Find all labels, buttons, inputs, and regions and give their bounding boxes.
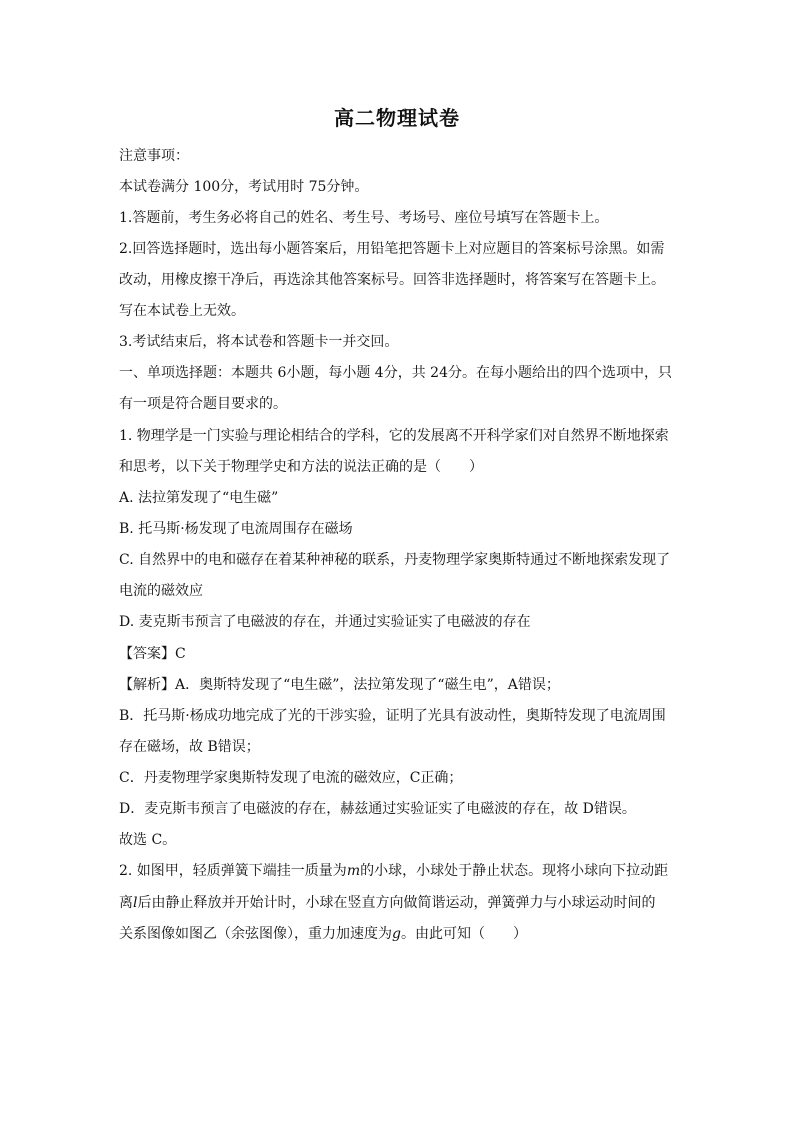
question-1-answer: 【答案】C bbox=[119, 646, 186, 662]
question-1-conclusion: 故选 C。 bbox=[119, 832, 177, 848]
question-2-text: 后由静止释放并开始计时，小球在竖直方向做简谐运动，弹簧弹力与小球运动时间的 bbox=[137, 895, 656, 911]
question-1-analysis-line-3: 存在磁场，故 B错误； bbox=[119, 739, 260, 755]
notice-item-1: 1.答题前，考生务必将自己的姓名、考生号、考场号、座位号填写在答题卡上。 bbox=[119, 210, 609, 226]
question-2-stem-line-1 bbox=[119, 861, 679, 881]
question-2-text: 2. 如图甲，轻质弹簧下端挂一质量为 bbox=[119, 863, 347, 879]
question-1-analysis-line-4: C．丹麦物理学家奥斯特发现了电流的磁效应，C正确； bbox=[119, 770, 463, 786]
notice-item-3: 3.考试结束后，将本试卷和答题卡一并交回。 bbox=[119, 334, 399, 350]
question-1-option-a: A. 法拉第发现了“电生磁” bbox=[119, 490, 279, 506]
question-1-option-b: B. 托马斯·杨发现了电流周围存在磁场 bbox=[119, 521, 353, 537]
question-1-option-c-line-2: 电流的磁效应 bbox=[119, 583, 203, 599]
section-1-header-line-2: 有一项是符合题目要求的。 bbox=[119, 396, 287, 412]
question-1-stem-line-1: 1. 物理学是一门实验与理论相结合的学科，它的发展离不开科学家们对自然界不断地探索 bbox=[119, 428, 669, 444]
notice-item-2-line-1: 2.回答选择题时，选出每小题答案后，用铅笔把答题卡上对应题目的答案标号涂黑。如需 bbox=[119, 241, 665, 257]
question-1-analysis-line-5: D．麦克斯韦预言了电磁波的存在，赫兹通过实验证实了电磁波的存在，故 D错误。 bbox=[119, 801, 636, 817]
exam-title: 高二物理试卷 bbox=[334, 106, 460, 130]
question-1-option-d: D. 麦克斯韦预言了电磁波的存在，并通过实验证实了电磁波的存在 bbox=[119, 614, 531, 630]
question-2-text: 关系图像如图乙（余弦图像），重力加速度为 bbox=[119, 926, 392, 942]
question-1-stem-line-2: 和思考，以下关于物理学史和方法的说法正确的是（ ） bbox=[119, 459, 483, 475]
question-2-text: 。由此可知（ ） bbox=[400, 926, 527, 942]
distance-variable: l bbox=[133, 895, 138, 911]
question-2-stem-line-2 bbox=[119, 893, 679, 913]
question-2-text: 的小球，小球处于静止状态。现将小球向下拉动距 bbox=[360, 863, 669, 879]
question-1-option-c-line-1: C. 自然界中的电和磁存在着某种神秘的联系，丹麦物理学家奥斯特通过不断地探索发现了 bbox=[119, 552, 671, 568]
notice-score-time: 本试卷满分 100分，考试用时 75分钟。 bbox=[119, 179, 369, 195]
mass-variable: m bbox=[346, 863, 361, 879]
question-1-analysis-line-2: B．托马斯·杨成功地完成了光的干涉实验，证明了光具有波动性，奥斯特发现了电流周围 bbox=[119, 708, 666, 724]
question-2-stem-line-3 bbox=[119, 924, 679, 944]
gravity-variable: g bbox=[392, 926, 401, 942]
notice-heading: 注意事项： bbox=[119, 148, 189, 164]
question-2-text: 离 bbox=[119, 895, 133, 911]
question-1-analysis-line-1: 【解析】A．奥斯特发现了“电生磁”，法拉第发现了“磁生电”，A错误； bbox=[119, 677, 560, 693]
notice-item-2-line-3: 写在本试卷上无效。 bbox=[119, 303, 245, 319]
section-1-header-line-1: 一、单项选择题：本题共 6小题，每小题 4分，共 24分。在每小题给出的四个选项中，只 bbox=[119, 365, 672, 381]
notice-item-2-line-2: 改动，用橡皮擦干净后，再选涂其他答案标号。回答非选择题时，将答案写在答题卡上。 bbox=[119, 272, 665, 288]
